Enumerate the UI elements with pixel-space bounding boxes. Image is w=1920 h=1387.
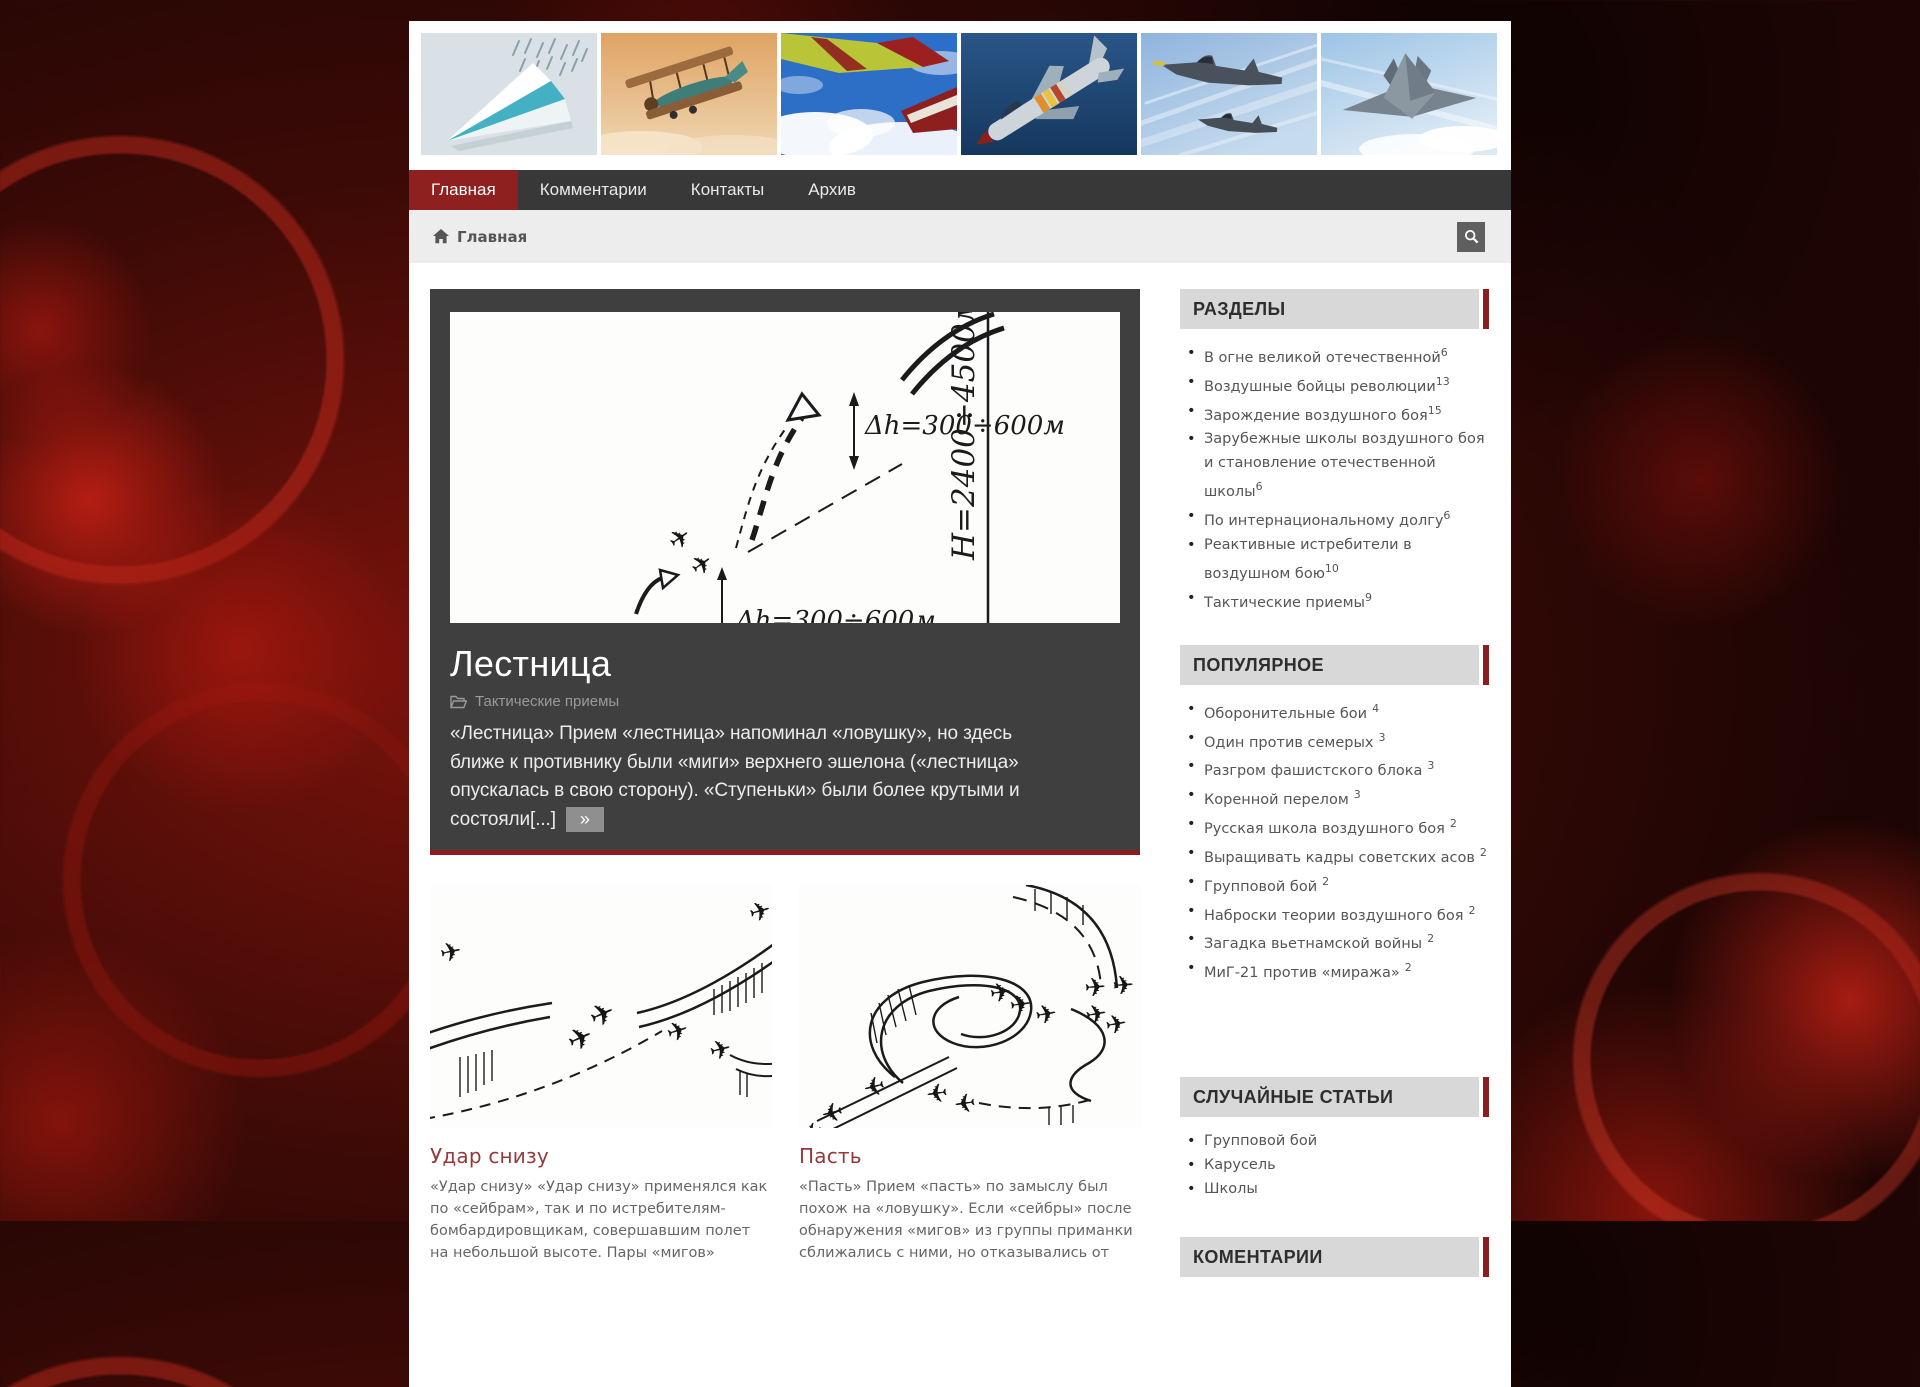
post-count: 15 [1427, 403, 1442, 417]
breadcrumb[interactable] [433, 228, 527, 246]
post-count: 9 [1364, 590, 1372, 604]
main-nav [409, 170, 1511, 210]
widget-title: РАЗДЕЛЫ [1180, 289, 1479, 329]
main-column [430, 289, 1140, 1307]
widget-header [1180, 1077, 1489, 1117]
random-link[interactable]: Школы [1204, 1181, 1258, 1198]
popular-list [1180, 697, 1489, 985]
section-link[interactable]: Тактические приемы [1204, 594, 1365, 611]
post-count: 6 [1255, 480, 1263, 494]
widget-accent-bar [1483, 1237, 1489, 1277]
section-link[interactable]: По интернациональному долгу [1204, 513, 1444, 530]
breadcrumb-label: Главная [457, 227, 528, 246]
widget-title: КОМЕНТАРИИ [1180, 1237, 1479, 1277]
post-count: 10 [1324, 562, 1339, 576]
widget-accent-bar [1483, 289, 1489, 329]
list-item [1180, 399, 1489, 428]
list-item [1180, 586, 1489, 615]
popular-link[interactable]: МиГ-21 против «миража» [1204, 965, 1400, 982]
widget-popular [1180, 645, 1489, 985]
list-item [1180, 870, 1489, 899]
random-list [1180, 1129, 1489, 1201]
popular-link[interactable]: Русская школа воздушного боя [1204, 820, 1445, 837]
read-more-button[interactable]: » [566, 807, 604, 832]
banner-image-f22-raptor [1321, 33, 1497, 155]
popular-link[interactable]: Разгром фашистского блока [1204, 763, 1423, 780]
popular-link[interactable]: Один против семерых [1204, 734, 1374, 751]
view-count: 3 [1378, 730, 1386, 744]
widget-random-articles [1180, 1077, 1489, 1201]
popular-link[interactable]: Выращивать кадры советских асов [1204, 849, 1475, 866]
page-container [409, 21, 1511, 1387]
view-count: 2 [1427, 932, 1435, 946]
view-count: 2 [1322, 874, 1330, 888]
diagram-label-dh-top: Δh=300÷600м [865, 411, 1065, 441]
random-link[interactable]: Карусель [1204, 1157, 1276, 1174]
list-item [1180, 1153, 1489, 1177]
post-count: 13 [1435, 374, 1450, 388]
list-item [1180, 370, 1489, 399]
list-item [1180, 1177, 1489, 1201]
breadcrumb-bar [409, 210, 1511, 263]
tactics-diagram-maw [799, 885, 1141, 1128]
popular-link[interactable]: Коренной перелом [1204, 792, 1349, 809]
nav-item-archive[interactable]: Архив [808, 180, 856, 199]
view-count: 2 [1468, 903, 1476, 917]
section-link[interactable]: Зарубежные школы воздушного боя и становление отечественной школы [1204, 431, 1485, 501]
view-count: 3 [1353, 788, 1361, 802]
banner-image-biplane [601, 33, 777, 155]
list-item [1180, 697, 1489, 726]
widget-header [1180, 1237, 1489, 1277]
list-item [1180, 533, 1489, 586]
featured-title [450, 643, 1120, 685]
header-banner [409, 21, 1511, 170]
popular-link[interactable]: Оборонительные бои [1204, 705, 1368, 722]
post-past [799, 885, 1141, 1264]
widget-sections [1180, 289, 1489, 615]
post-title-link[interactable]: Удар снизу [430, 1144, 549, 1168]
section-link[interactable]: Реактивные истребители в воздушном бою [1204, 537, 1412, 582]
post-excerpt: «Удар снизу» «Удар снизу» применялся как по «сейбрам», так и по истребителям-бомбардировщикам, совершавшим полет на небольшой высоте. Пары «мигов» [430, 1179, 768, 1261]
view-count: 3 [1427, 759, 1435, 773]
list-item [1180, 783, 1489, 812]
content-area [409, 263, 1511, 1307]
diagram-label-dh-bottom: Δh=300÷600м [736, 606, 936, 623]
diagram-label-altitude: H=2400÷4500м [946, 312, 982, 560]
posts-row [430, 885, 1140, 1264]
post-thumbnail[interactable] [430, 885, 772, 1132]
section-link[interactable]: Зарождение воздушного боя [1204, 407, 1428, 424]
featured-excerpt: «Лестница» Прием «лестница» напоминал «ловушку», но здесь ближе к противнику были «миги» верхнего эшелона («лестница» опускалась в свою сторону). «Ступеньки» были более крутыми и состояли[...] » [450, 723, 1020, 830]
featured-article [430, 289, 1140, 855]
search-button[interactable] [1457, 222, 1485, 252]
random-link[interactable]: Групповой бой [1204, 1133, 1318, 1150]
home-icon [433, 229, 449, 244]
list-item [1180, 726, 1489, 755]
section-link[interactable]: В огне великой отечественной [1204, 349, 1441, 366]
view-count: 4 [1372, 701, 1380, 715]
banner-image-f16-pair [1141, 33, 1317, 155]
nav-item-comments[interactable]: Комментарии [539, 180, 647, 199]
popular-link[interactable]: Загадка вьетнамской войны [1204, 936, 1423, 953]
featured-title-link[interactable]: Лестница [450, 643, 612, 684]
widget-header [1180, 645, 1489, 685]
tactics-diagram-ladder [450, 312, 1120, 623]
view-count: 2 [1479, 845, 1487, 859]
search-icon [1464, 229, 1479, 244]
list-item [1180, 899, 1489, 928]
widget-title: ПОПУЛЯРНОЕ [1180, 645, 1479, 685]
list-item [1180, 1129, 1489, 1153]
banner-image-aerobatic-plane [781, 33, 957, 155]
widget-header [1180, 289, 1489, 329]
sidebar [1180, 289, 1489, 1307]
featured-category-link[interactable]: Тактические приемы [475, 693, 620, 710]
nav-item-home[interactable]: Главная [409, 170, 518, 210]
widget-accent-bar [1483, 1077, 1489, 1117]
list-item [1180, 927, 1489, 956]
nav-item-contacts[interactable]: Контакты [690, 180, 765, 199]
tactics-diagram-hit-from-below [430, 885, 772, 1128]
post-thumbnail[interactable] [799, 885, 1141, 1132]
widget-accent-bar [1483, 645, 1489, 685]
list-item [1180, 754, 1489, 783]
popular-link[interactable]: Групповой бой [1204, 878, 1318, 895]
post-excerpt: «Пасть» Прием «пасть» по замыслу был похож на «ловушку». Если «сейбры» после обнаружения «мигов» из группы приманки сближались с ними, но отказывались от [799, 1179, 1133, 1261]
sections-list [1180, 341, 1489, 615]
featured-article-image[interactable] [450, 312, 1120, 627]
view-count: 2 [1449, 817, 1457, 831]
list-item [1180, 504, 1489, 533]
section-link[interactable]: Воздушные бойцы революции [1204, 378, 1436, 395]
list-item [1180, 341, 1489, 370]
post-title [430, 1144, 772, 1168]
featured-category [450, 693, 1120, 710]
list-item [1180, 427, 1489, 504]
list-item [1180, 841, 1489, 870]
list-item [1180, 956, 1489, 985]
post-title-link[interactable]: Пасть [799, 1144, 862, 1168]
banner-image-paper-plane-icon [421, 33, 597, 155]
post-count: 6 [1440, 346, 1448, 359]
widget-title: СЛУЧАЙНЫЕ СТАТЬИ [1180, 1077, 1479, 1117]
post-udar-snizu [430, 885, 772, 1264]
post-count: 6 [1443, 509, 1451, 523]
view-count: 2 [1404, 961, 1412, 975]
folder-open-icon [450, 695, 467, 709]
banner-image-fighter-cutaway [961, 33, 1137, 155]
post-title [799, 1144, 1141, 1168]
list-item [1180, 812, 1489, 841]
popular-link[interactable]: Наброски теории воздушного боя [1204, 907, 1464, 924]
widget-comments [1180, 1237, 1489, 1277]
